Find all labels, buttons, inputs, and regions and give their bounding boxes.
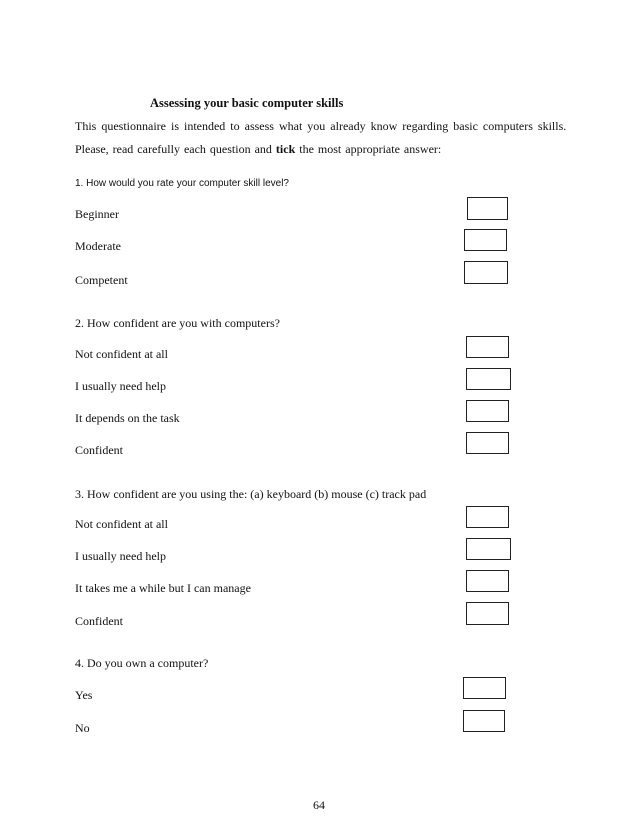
q2-checkbox-confident[interactable]	[466, 432, 509, 454]
q1-option-moderate: Moderate	[75, 239, 121, 253]
q2-option-not-confident: Not confident at all	[75, 347, 168, 361]
q1-checkbox-moderate[interactable]	[464, 229, 507, 251]
q4-option-yes: Yes	[75, 688, 93, 702]
q3-option-takes-a-while: It takes me a while but I can manage	[75, 581, 251, 595]
q2-checkbox-depends[interactable]	[466, 400, 509, 422]
q3-option-not-confident: Not confident at all	[75, 517, 168, 531]
question-1-text: 1. How would you rate your computer skill level?	[75, 178, 289, 189]
intro-line-2	[75, 142, 441, 157]
question-3-text: 3. How confident are you using the: (a) keyboard (b) mouse (c) track pad	[75, 487, 427, 501]
q1-option-beginner: Beginner	[75, 207, 119, 221]
intro-line-2-end: the most appropriate answer:	[299, 142, 442, 156]
q3-checkbox-not-confident[interactable]	[466, 506, 509, 528]
q4-checkbox-no[interactable]	[463, 710, 505, 732]
intro-tick-emphasis: tick	[275, 142, 296, 156]
q3-checkbox-confident[interactable]	[466, 602, 509, 625]
intro-line-2-start: Please, read carefully each question and	[75, 142, 272, 156]
q2-checkbox-not-confident[interactable]	[466, 336, 509, 358]
intro-line-1: This questionnaire is intended to assess what you already know regarding basic computers skills.	[75, 119, 567, 133]
q2-option-need-help: I usually need help	[75, 379, 166, 393]
q1-checkbox-beginner[interactable]	[467, 197, 508, 220]
q3-checkbox-need-help[interactable]	[466, 538, 511, 560]
q4-checkbox-yes[interactable]	[463, 677, 506, 699]
q2-option-depends: It depends on the task	[75, 411, 180, 425]
q1-checkbox-competent[interactable]	[464, 261, 508, 284]
page-title: Assessing your basic computer skills	[150, 96, 344, 110]
q1-option-competent: Competent	[75, 273, 128, 287]
q2-option-confident: Confident	[75, 443, 123, 457]
page-number: 64	[313, 798, 325, 812]
q3-checkbox-takes-a-while[interactable]	[466, 570, 509, 592]
q4-option-no: No	[75, 721, 90, 735]
q2-checkbox-need-help[interactable]	[466, 368, 511, 390]
question-4-text: 4. Do you own a computer?	[75, 656, 209, 670]
q3-option-confident: Confident	[75, 614, 123, 628]
question-2-text: 2. How confident are you with computers?	[75, 316, 280, 330]
q3-option-need-help: I usually need help	[75, 549, 166, 563]
